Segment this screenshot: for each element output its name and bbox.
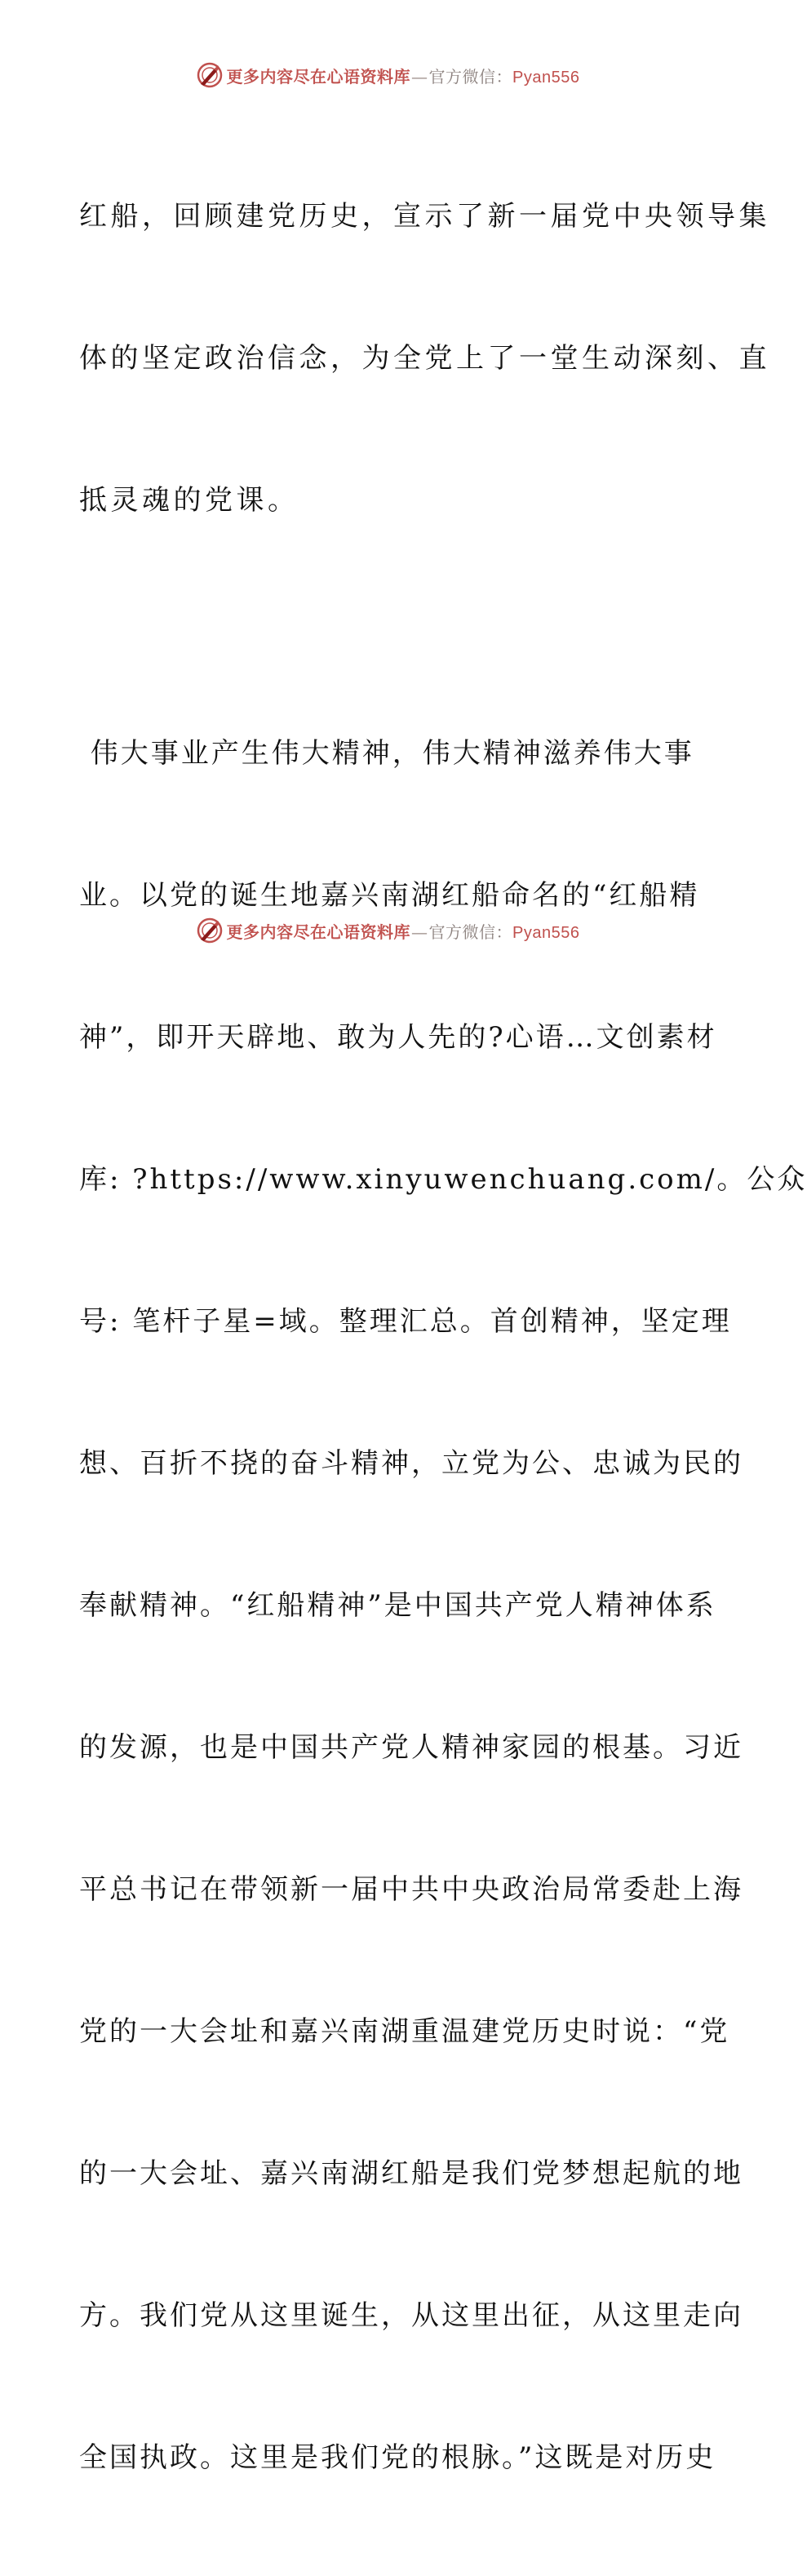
text-line: 方。我们党从这里诞生，从这里出征，从这里走向 (79, 2299, 743, 2332)
paragraph-1 (79, 98, 770, 619)
header-separator: — (411, 66, 428, 87)
header-wechat-id: Pyan556 (512, 68, 580, 87)
header-wechat-label: 官方微信： (428, 66, 513, 87)
text-line: 号: 笔杆子星=域。整理汇总。首创精神，坚定理 (79, 1305, 732, 1338)
footer-text (227, 919, 580, 943)
header-text (227, 64, 580, 87)
header-banner (0, 59, 775, 91)
text-line: 业。以党的诞生地嘉兴南湖红船命名的“红船精 (79, 879, 700, 912)
footer-separator: — (411, 922, 428, 942)
footer-brand: 更多内容尽在心语资料库 (226, 922, 411, 942)
footer-banner (0, 914, 775, 947)
text-line: 奉献精神。“红船精神”是中国共产党人精神体系 (79, 1589, 716, 1622)
pen-seal-logo-icon (196, 917, 224, 944)
document-body (79, 98, 807, 2576)
footer-wechat-id: Pyan556 (512, 923, 580, 942)
header-brand: 更多内容尽在心语资料库 (226, 66, 411, 87)
text-line: 库: ?https://www.xinyuwenchuang.com/。公众 (79, 1163, 807, 1196)
text-line: 想、百折不挠的奋斗精神，立党为公、忠诚为民的 (79, 1447, 743, 1480)
footer-wechat-label: 官方微信： (428, 922, 513, 942)
text-line: 神”，即开天辟地、敢为人先的?心语…文创素材 (79, 1021, 717, 1054)
text-line: 全国执政。这里是我们党的根脉。”这既是对历史 (79, 2441, 716, 2474)
text-line: 的发源，也是中国共产党人精神家园的根基。习近 (79, 1731, 743, 1764)
text-line: 的一大会址、嘉兴南湖红船是我们党梦想起航的地 (79, 2157, 743, 2190)
text-line: 抵灵魂的党课。 (79, 484, 299, 517)
text-line: 党的一大会址和嘉兴南湖重温建党历史时说：“党 (79, 2015, 730, 2048)
text-line: 平总书记在带领新一届中共中央政治局常委赴上海 (79, 1873, 743, 1906)
text-line: 红船，回顾建党历史，宣示了新一届党中央领导集 (79, 200, 770, 233)
text-line: 体的坚定政治信念，为全党上了一堂生动深刻、直 (79, 342, 770, 375)
pen-seal-logo-icon (196, 61, 224, 89)
text-line: 伟大事业产生伟大精神，伟大精神滋养伟大事 (79, 737, 694, 770)
